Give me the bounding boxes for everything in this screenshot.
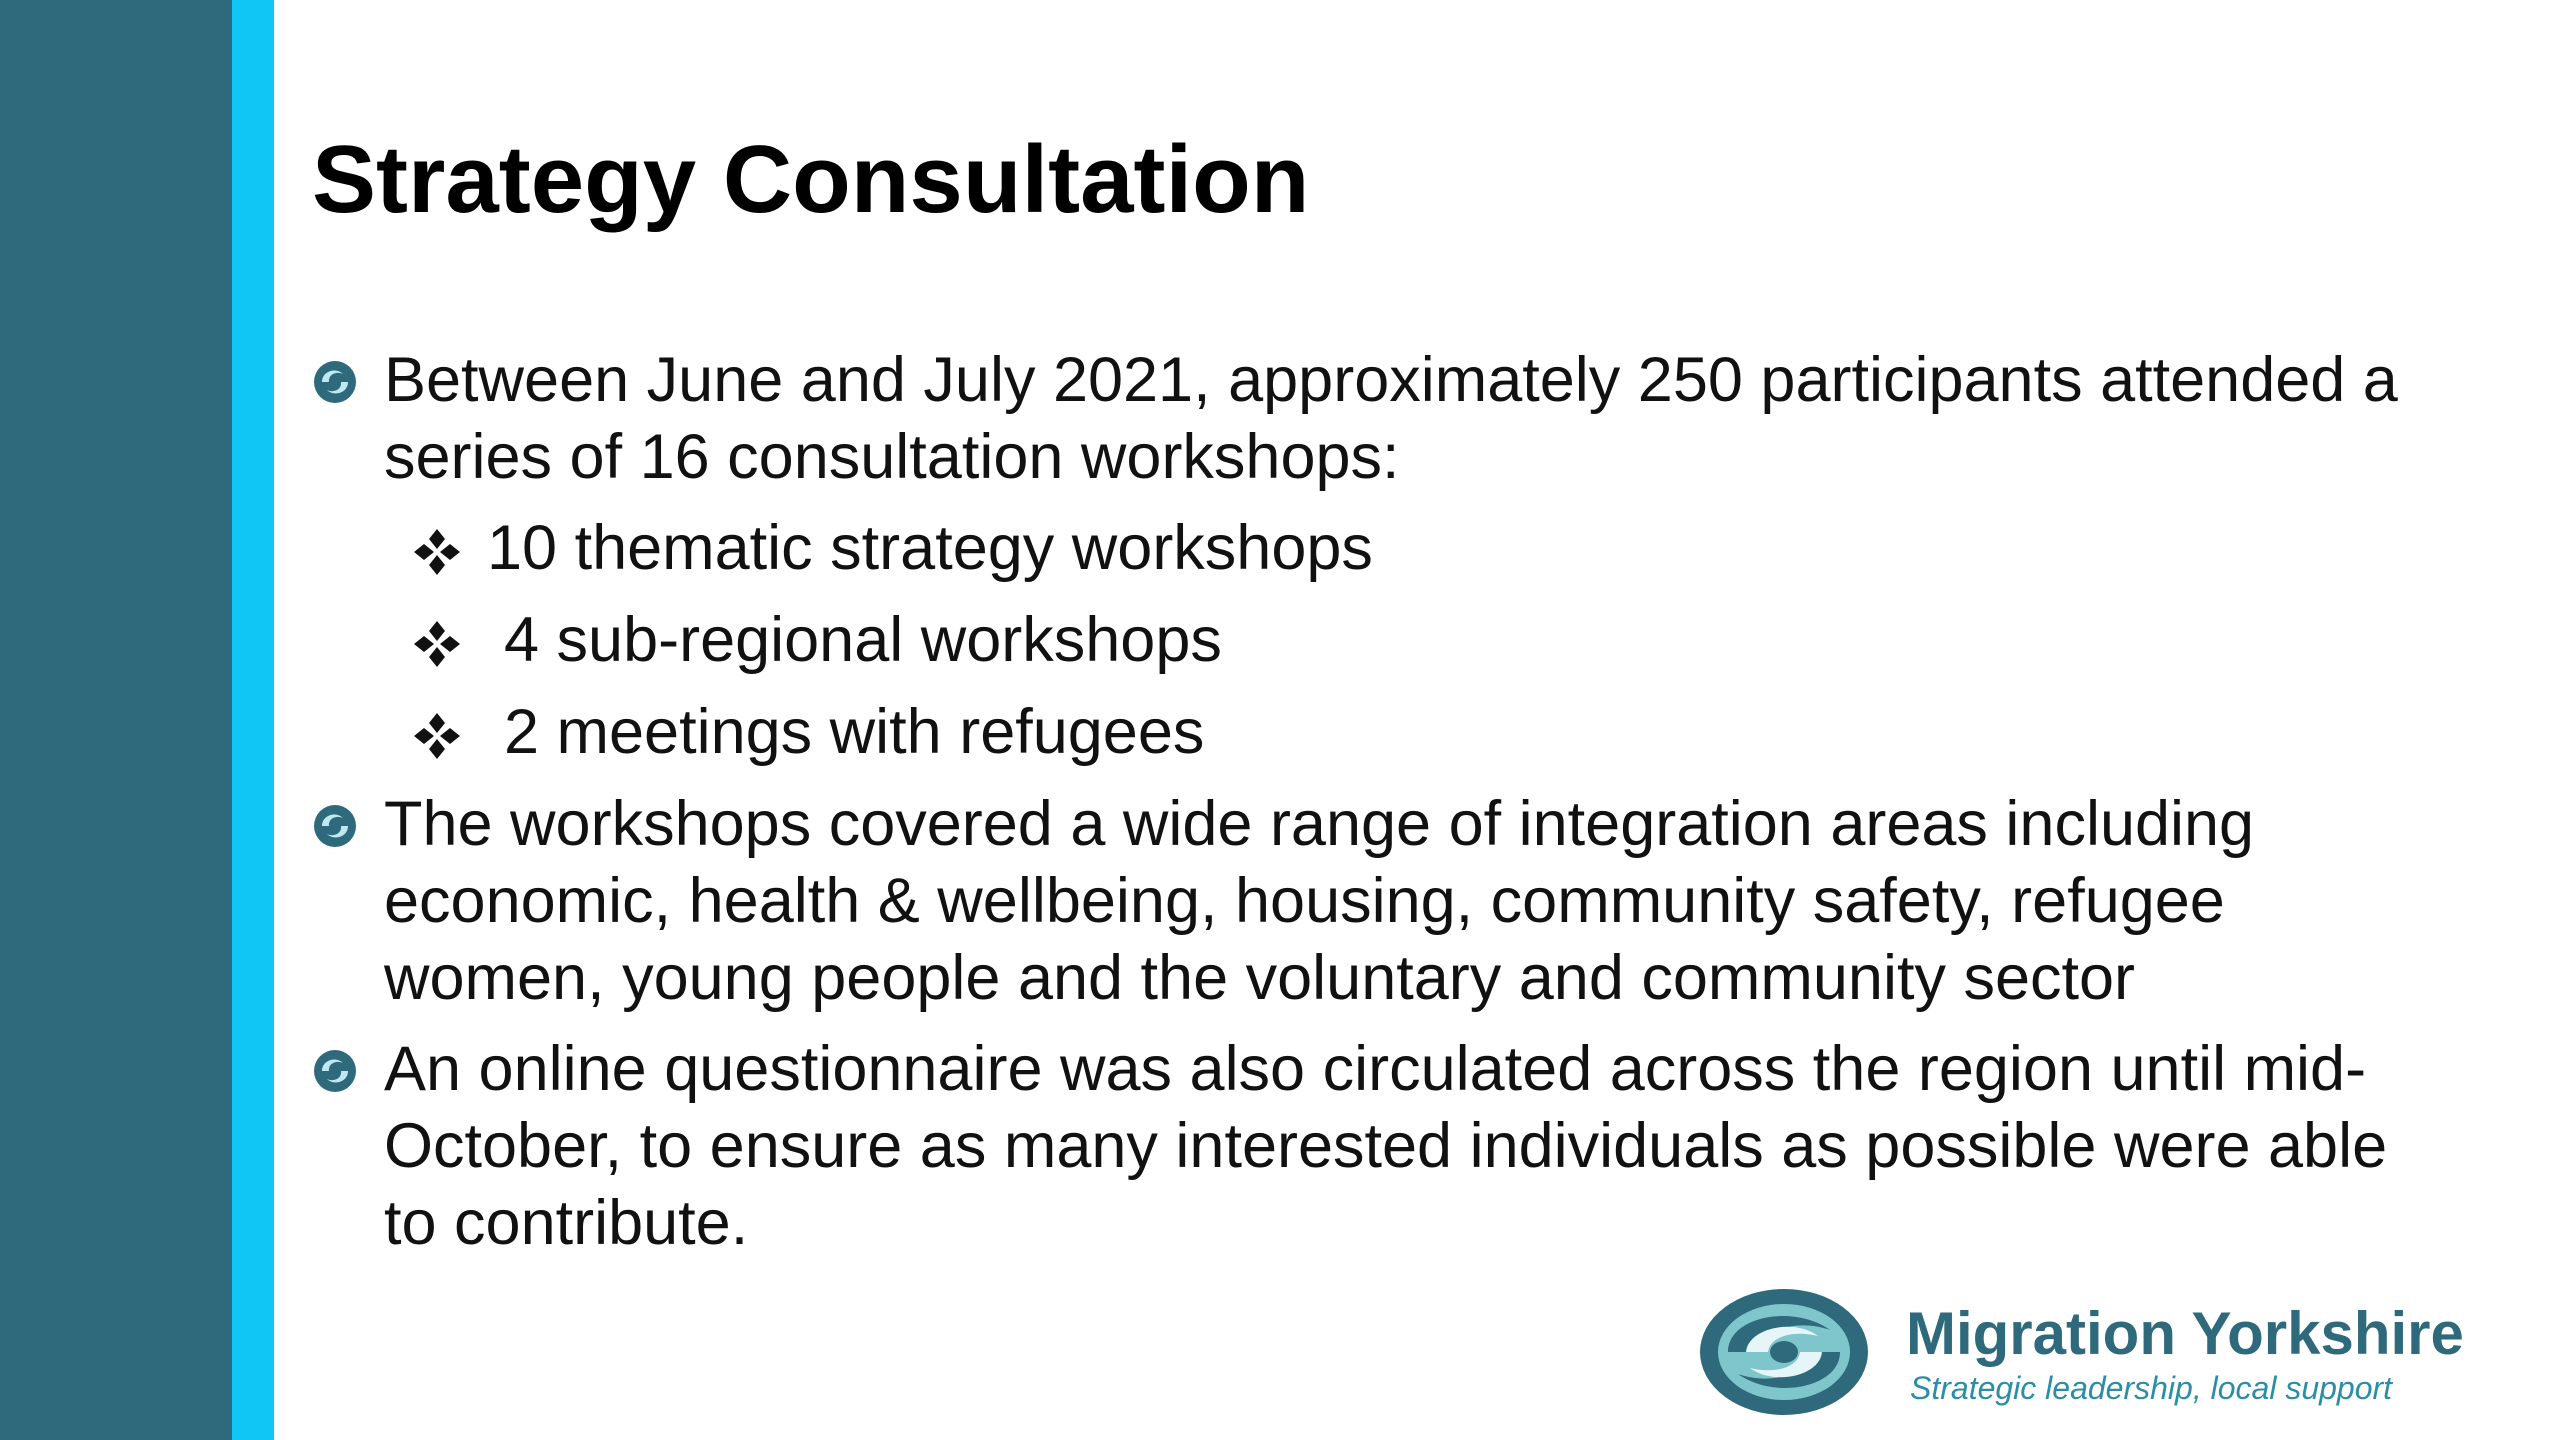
four-diamond-bullet-icon	[412, 711, 462, 761]
swirl-bullet-icon	[312, 1048, 358, 1094]
slide-title: Strategy Consultation	[312, 126, 1310, 233]
bullet-text: Between June and July 2021, approximately 250 participants attended a series of 16 consultation workshops:	[384, 345, 2398, 492]
sub-item-text: 2 meetings with refugees	[504, 697, 1205, 767]
swirl-bullet-icon	[312, 359, 358, 405]
sub-item	[312, 602, 2452, 679]
swirl-logo-icon	[1698, 1286, 1870, 1418]
logo-name: Migration Yorkshire	[1906, 1300, 2464, 1367]
left-band-light	[232, 0, 274, 1440]
sub-item-text: 10 thematic strategy workshops	[487, 513, 1373, 583]
left-band-dark	[0, 0, 232, 1440]
sub-item-text: 4 sub-regional workshops	[504, 605, 1222, 675]
sub-item	[312, 694, 2452, 771]
bullet-item	[312, 1031, 2452, 1262]
four-diamond-bullet-icon	[412, 619, 462, 669]
four-diamond-bullet-icon	[412, 527, 462, 577]
bullet-item	[312, 342, 2452, 496]
bullet-item	[312, 786, 2452, 1017]
migration-yorkshire-logo	[1698, 1286, 2538, 1418]
sub-item	[312, 510, 2452, 587]
bullet-text: An online questionnaire was also circulated across the region until mid-October, to ensure as many interested individuals as possible were able to contribute.	[384, 1034, 2388, 1258]
bullet-text: The workshops covered a wide range of integration areas including economic, health & wellbeing, housing, community safety, refugee women, young people and the voluntary and community sector	[384, 789, 2255, 1013]
logo-tagline: Strategic leadership, local support	[1910, 1370, 2393, 1406]
swirl-bullet-icon	[312, 803, 358, 849]
slide-content	[312, 342, 2452, 1276]
